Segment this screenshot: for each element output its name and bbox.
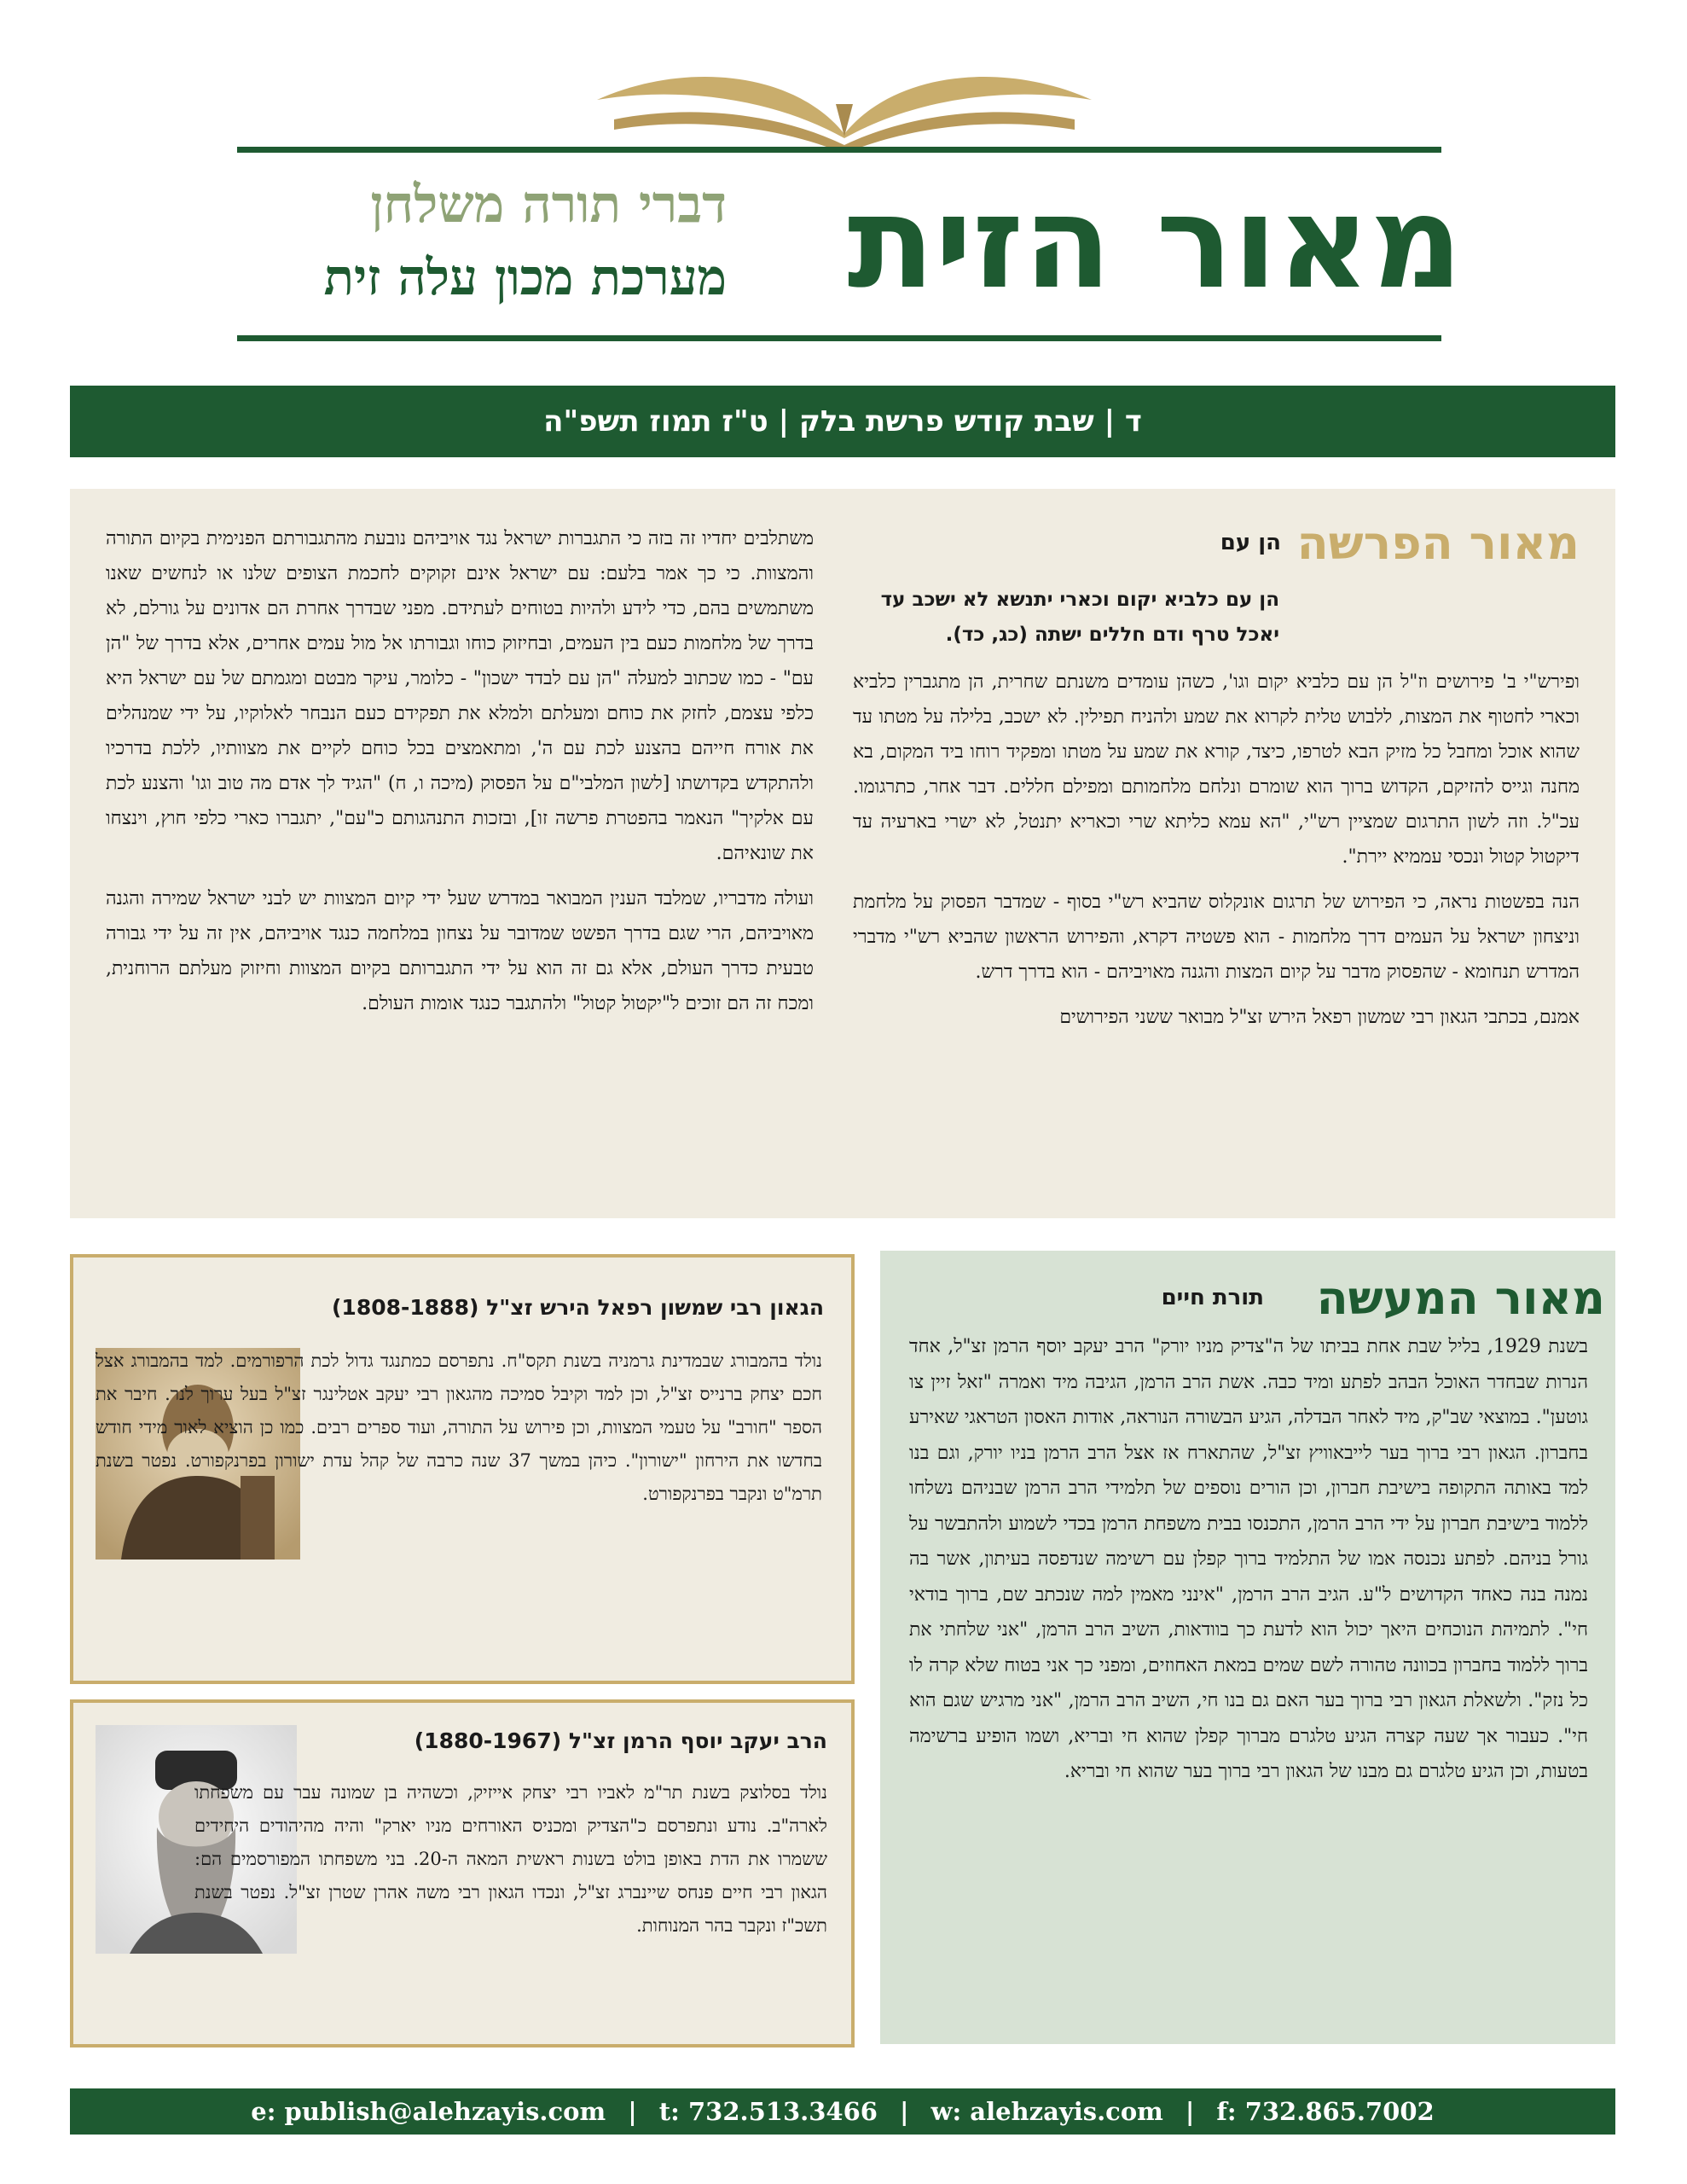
parsha-pasuk: הן עם כלביא יקום וכארי יתנשא לא ישכב עד יאכל טרף ודם חללים ישתה (כג, כד). (880, 589, 1279, 646)
maase-section (880, 1251, 1615, 2044)
contact-footer (70, 2088, 1615, 2135)
bio-hirsch-text: נולד בהמבורג שבמדינת גרמניה בשנת תקס"ח. נתפרסם כמתנגד גדול לכת הרפורמים. למד בהמבורג אצל חכם יצחק ברנייס זצ"ל, וכן למד וקיבל סמיכה מהגאון רבי יעקב אטלינגר זצ"ל בעל ערוך לנר. חיבר את הספר "חורב" על טעמי המצוות, וכן פירוש על התורה, ועוד ספרים רבים. כמו כן הוציא לאור מידי חודש בחדשו את הירחון "ישורון". כיהן במשך 37 שנה כרבה של קהל עדת ישורון בפרנקפורט. נפטר בשנת תרמ"ט ונקבר בפרנקפורט. (96, 1350, 822, 1504)
footer-web[interactable]: w: alehzayis.com (930, 2097, 1163, 2126)
maase-subtitle: תורת חיים (1161, 1285, 1264, 1310)
bio-hirsch-title: הגאון רבי שמשון רפאל הירש זצ"ל (1808-1888) (331, 1295, 824, 1320)
parsha-left-column (106, 521, 814, 1031)
parsha-paragraph: ופירש"י ב' פירושים וז"ל הן עם כלביא יקום וגו', כשהן עומדים משנתם שחרית, הן מתגברין כלביא וכארי לחטוף את המצות, ללבוש טלית לקרוא את שמע ולהניח תפילין. לא ישכב, בלילה על מטתו עד שהוא אוכל ומחבל כל מזיק הבא לטרפו, כיצד, קורא את שמע על מטתו ומפקיד רוחו ביד המקום, בא מחנה וגייס להזיקם, הקדוש ברוך הוא שומרם ונלחם מלחמותם ומפילם חללים. דבר אחר, כתרגומו. עכ"ל. וזה לשון התרגום שמציין רש"י, "הא עמא כליתא שרי וכאריא יתנטל, לא ישרי בארעיה עד דיקטול קטול ונכסי עממיא יירת". (853, 671, 1580, 868)
masthead-tagline-2: מערכת מכון עלה זית (323, 248, 727, 306)
bio-herman-title: הרב יעקב יוסף הרמן זצ"ל (1880-1967) (414, 1728, 827, 1753)
maase-section-title: מאור המעשה (1316, 1271, 1605, 1325)
footer-phone[interactable]: t: 732.513.3466 (658, 2097, 878, 2126)
open-book-logo-icon (580, 53, 1109, 147)
parsha-paragraph: ועולה מדבריו, שמלבד הענין המבואר במדרש שעל ידי קיום המצוות יש לבני ישראל שמירה והגנה מאויביהם, הרי שגם בדרך הפשט שמדובר על נצחון במלחמה כנגד אויביהם, אין זה על ידי גבורה טבעית כדרך העולם, אלא גם זה הוא על ידי התגברותם בקיום המצוות וחיזוק מעלתם הרוחנית, ומכח זה הם זוכים ל"יקטול קטול" ולהתגבר כנגד אומות העולם. (106, 888, 814, 1014)
issue-bar: ד | שבת קודש פרשת בלק | ט"ז תמוז תשפ"ה (70, 386, 1615, 457)
footer-separator: | (1185, 2097, 1195, 2126)
footer-fax[interactable]: f: 732.865.7002 (1216, 2097, 1435, 2126)
footer-separator: | (899, 2097, 909, 2126)
masthead-top-rule (237, 147, 1441, 153)
bio-herman-text: נולד בסלוצק בשנת תר"מ לאביו רבי יצחק אייזיק, וכשהיה בן שמונה עבר עם משפחתו לארה"ב. נודע ונתפרסם כ"הצדיק ומכניס האורחים מניו יארק" והיה מהיהודים היחידים ששמרו את הדת באופן בולט בשנות ראשית המאה ה-20. בני משפחתו המפורסמים הם: הגאון רבי חיים פנחס שיינברג זצ"ל, ונכדו הגאון רבי משה אהרן שטרן זצ"ל. נפטר בשנת תשכ"ז ונקבר בהר המנוחות. (194, 1782, 827, 1936)
bio-herman-box (70, 1699, 855, 2048)
parsha-paragraph: הנה בפשטות נראה, כי הפירוש של תרגום אונקלוס שהביא רש"י בסוף - שמדבר הפסוק על מלחמת וניצחון ישראל על העמים דרך מלחמות - הוא פשטיה דקרא, והפירוש הראשון שהביא רש"י מדברי המדרש תנחומא - שהפסוק מדבר על קיום המצות והגנה מאויביהם - הוא בדרך דרש. (853, 892, 1580, 983)
masthead-tagline-1: דברי תורה משלחן (370, 175, 727, 235)
footer-email[interactable]: e: publish@alehzayis.com (251, 2097, 606, 2126)
parsha-section-title: מאור הפרשה (1296, 516, 1580, 570)
parsha-subtitle: הן עם (1220, 530, 1281, 555)
maase-text: בשנת 1929, בליל שבת אחת בביתו של ה"צדיק מניו יורק" הרב יעקב יוסף הרמן זצ"ל, אחד הנרות שבחדר האוכל הבהב לפתע ומיד כבה. אשת הרב הרמן, הגיבה מיד ואמרה "זאל זיין צו גוטען". במוצאי שב"ק, מיד לאחר הבדלה, הגיע הבשורה הנוראה, אודות האסון הטראגי שאירע בחברון. הגאון רבי ברוך בער לייבאוויץ זצ"ל, שהתארח אז אצל הרב הרמן בניו יורק, וגם בנו למד באותה התקופה בישיבת חברון, וכן הורים נוספים של תלמידי הרב הרמן שבניהם נשלחו ללמוד בישיבת חברון על ידי הרב הרמן, התכנסו בבית משפחת הרמן בכדי לשמוע ולהתבשר על גורל בניהם. לפתע נכנסה אמו של התלמיד ברוך קפלן עם רשימה שנדפסה בעיתון, אשר בה נמנה בנה כאחד הקדושים ל"ע. הגיב הרב הרמן, "אינני מאמין למה שנכתב שם, ברוך בודאי חי". לתמיהת הנוכחים היאך יכול הוא לדעת כך בוודאות, השיב הרב הרמן, "אני שלחתי את ברוך ללמוד בחברון בכוונה טהורה לשם שמים במאת האחוזים, ומפני כך אני בטוח שלא קרה לו כל נזק". ולשאלת הגאון רבי ברוך בער האם גם בנו חי, השיב הרב הרמן, "אני מרגיש שגם הוא חי". כעבור אך שעה קצרה הגיע טלגרם מברוך קפלן שהוא חי ובריא, ושמו הופיע ברשימה בטעות, וכן הגיע טלגרם גם מבנו של הגאון רבי ברוך בער שהוא חי ובריא. (909, 1336, 1589, 1782)
footer-separator: | (628, 2097, 637, 2126)
parsha-section (70, 489, 1615, 1218)
parsha-paragraph: אמנם, בכתבי הגאון רבי שמשון רפאל הירש זצ"ל מבואר ששני הפירושים (1059, 1007, 1580, 1028)
parsha-paragraph: משתלבים יחדיו זה בזה כי התגברות ישראל נגד אויביהם נובעת מהתגבורתם הפנימית בקיום התורה והמצוות. כי כך אמר בלעם: עם ישראל אינם זקוקים לחכמת הצופים שלנו או לנחשים שאנו משתמשים בהם, כדי לידע ולהיות בטוחים לעתידם. מפני שבדרך אחרת הם אדונים על גורלם, לא בדרך של מלחמות כעם בין העמים, ובחיזוק כוחו וגבורתו אל מול עמים אחרים, אלא בדרך של "הן עם" - כמו שכתוב למעלה "הן עם לבדד ישכון" - כלומר, עיקר מבטם ומגמתם של עם ישראל היא כלפי עצמם, לחזק את כוחם ומעלתם ולמלא את תפקידם כעם הנבחר לאלוקיו, על ידי שמנהלים את אורח חייהם בהצנע לכת עם ה', ומתאמצים בכל כוחם לקיים את מצוותיו, ללכת בדרכיו ולהתקדש בקדושתו [לשון המלבי"ם על הפסוק (מיכה ו, ח) "הגיד לך אדם מה טוב וגו' והצנע לכת עם אלקיך" הנאמר בהפטרת פרשה זו], ובזכות התנהגותם כ"עם", יתגברו כארי כלפי חוץ, וינצחו את שונאיהם. (106, 528, 814, 864)
masthead-bottom-rule (237, 335, 1441, 341)
bio-hirsch-box (70, 1254, 855, 1684)
parsha-right-column (853, 665, 1580, 1045)
masthead-title: מאור הזית (847, 169, 1463, 317)
